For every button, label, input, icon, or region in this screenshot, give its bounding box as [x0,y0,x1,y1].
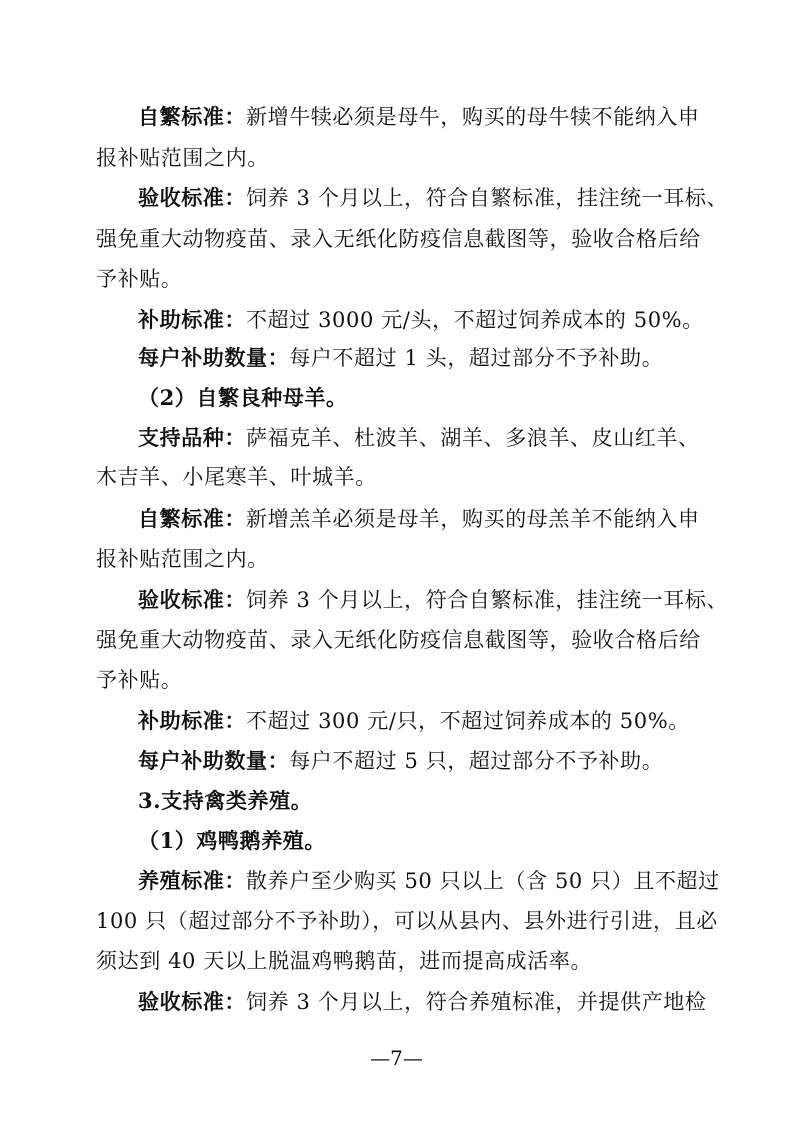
paragraph-13-line-0 [138,987,707,1017]
paragraph-label: 每户补助数量： [138,345,290,370]
paragraph-1-line-1: 强免重大动物疫苗、录入无纸化防疫信息截图等，验收合格后给 [96,227,701,251]
paragraph-label: 自繁标准： [138,506,246,531]
paragraph-text: 饲养 3 个月以上，符合自繁标准，挂注统一耳标、 [246,588,729,612]
paragraph-text: 新增羔羊必须是母羊，购买的母羔羊不能纳入申 [246,507,700,531]
paragraph-5-line-0 [138,423,700,453]
paragraph-0-line-1: 报补贴范围之内。 [96,146,269,170]
paragraph-label: 验收标准： [138,587,246,612]
paragraph-label: 自繁标准： [138,104,246,129]
paragraph-label: 验收标准： [138,185,246,210]
paragraph-7-line-1: 强免重大动物疫苗、录入无纸化防疫信息截图等，验收合格后给 [96,628,701,652]
paragraph-label: 每户补助数量： [138,748,290,773]
paragraph-label: 补助标准： [138,708,246,733]
paragraph-5-line-1: 木吉羊、小尾寒羊、叶城羊。 [96,465,377,489]
paragraph-text: 散养户至少购买 50 只以上（含 50 只）且不超过 [246,869,720,893]
paragraph-label: 养殖标准： [138,868,246,893]
paragraph-text: 饲养 3 个月以上，符合养殖标准，并提供产地检 [246,990,707,1014]
paragraph-9-line-0 [138,746,663,776]
paragraph-label: 补助标准： [138,307,246,332]
paragraph-12-line-0 [138,866,720,896]
paragraph-3-line-0 [138,343,663,373]
paragraph-6-line-1: 报补贴范围之内。 [96,547,269,571]
paragraph-text: 新增牛犊必须是母牛，购买的母牛犊不能纳入申 [246,105,700,129]
paragraph-2-line-0 [138,305,704,335]
paragraph-1-line-2: 予补贴。 [96,267,183,291]
paragraph-7-line-0 [138,585,728,615]
paragraph-text: 每户不超过 1 头，超过部分不予补助。 [289,346,664,370]
paragraph-0-line-0 [138,102,700,132]
paragraph-text: 不超过 3000 元/头，不超过饲养成本的 50%。 [246,308,704,332]
paragraph-12-line-2: 须达到 40 天以上脱温鸡鸭鹅苗，进而提高成活率。 [96,949,593,973]
paragraph-8-line-0 [138,706,690,736]
page-number: —7— [370,1046,423,1070]
paragraph-12-line-1: 100 只（超过部分不予补助），可以从县内、县外进行引进，且必 [96,909,718,933]
paragraph-text: 饲养 3 个月以上，符合自繁标准，挂注统一耳标、 [246,186,729,210]
paragraph-7-line-2: 予补贴。 [96,668,183,692]
paragraph-label: 验收标准： [138,989,246,1014]
paragraph-label: 支持品种： [138,425,246,450]
paragraph-text: 萨福克羊、杜波羊、湖羊、多浪羊、皮山红羊、 [246,426,700,450]
paragraph-6-line-0 [138,504,700,534]
paragraph-text: 每户不超过 5 只，超过部分不予补助。 [289,749,664,773]
paragraph-1-line-0 [138,183,728,213]
paragraph-text: 不超过 300 元/只，不超过饲养成本的 50%。 [246,709,690,733]
section-heading-poultry: 3.支持禽类养殖。 [138,788,313,813]
section-heading-chicken-duck-goose: （1）鸡鸭鹅养殖。 [138,828,327,853]
section-heading-breeding-ewes: （2）自繁良种母羊。 [138,385,348,410]
